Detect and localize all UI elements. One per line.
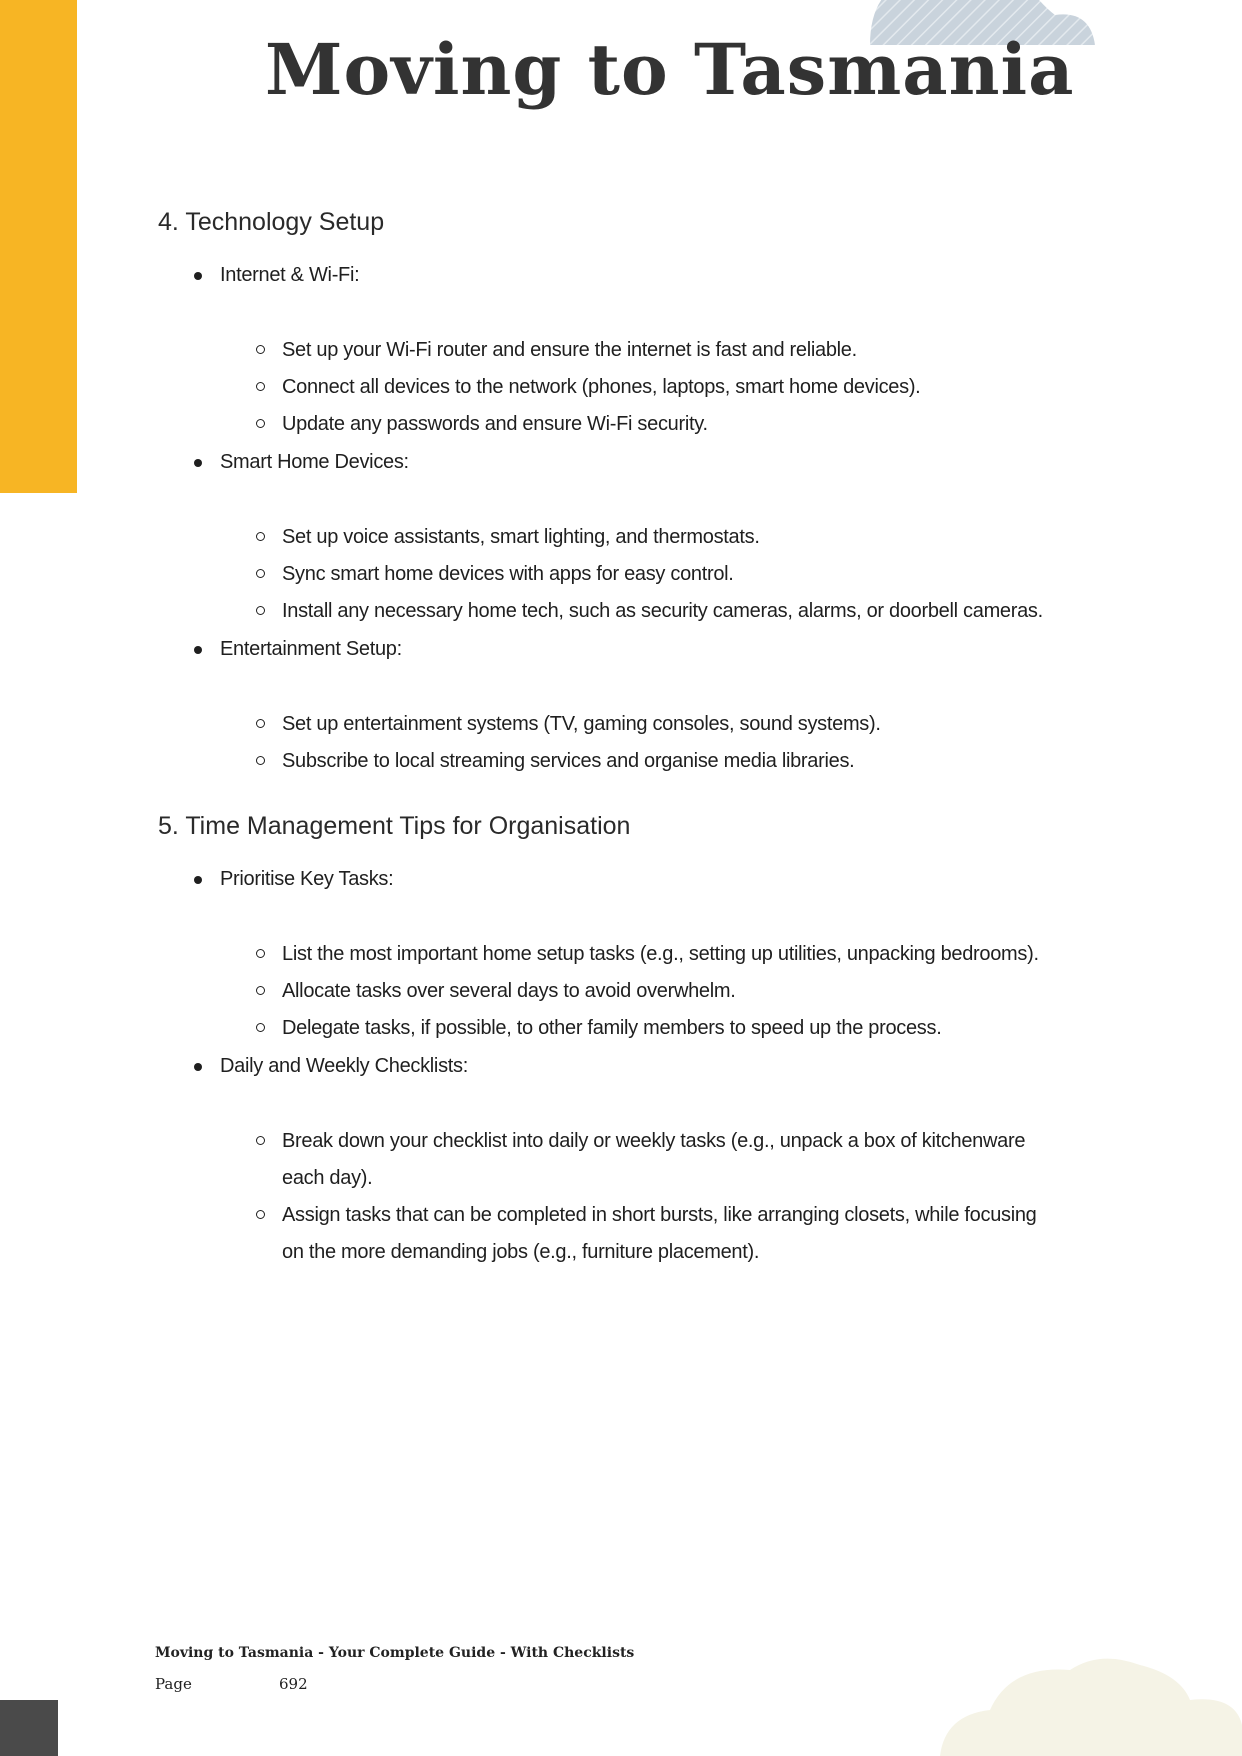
page-label: Page (155, 1675, 192, 1693)
circle-bullet-icon (256, 1210, 265, 1219)
sub-list (220, 332, 1058, 443)
item-text: Connect all devices to the network (phones, laptops, smart home devices). (282, 376, 921, 398)
list-item (220, 1010, 1058, 1047)
circle-bullet-icon (256, 756, 265, 765)
circle-bullet-icon (256, 719, 265, 728)
circle-bullet-icon (256, 1023, 265, 1032)
list-item (220, 1197, 1058, 1271)
circle-bullet-icon (256, 986, 265, 995)
item-text: Update any passwords and ensure Wi-Fi security. (282, 413, 708, 435)
bullet-icon (194, 646, 202, 654)
item-text: Install any necessary home tech, such as security cameras, alarms, or doorbell cameras. (282, 600, 1043, 622)
circle-bullet-icon (256, 606, 265, 615)
item-text: Delegate tasks, if possible, to other family members to speed up the process. (282, 1017, 942, 1039)
bullet-list (158, 256, 1058, 780)
item-text: Subscribe to local streaming services and organise media libraries. (282, 750, 855, 772)
item-text: Set up entertainment systems (TV, gaming consoles, sound systems). (282, 713, 881, 735)
circle-bullet-icon (256, 419, 265, 428)
bullet-label: Smart Home Devices: (220, 451, 409, 473)
sub-list (220, 1123, 1058, 1271)
list-item (220, 406, 1058, 443)
item-text: Allocate tasks over several days to avoid overwhelm. (282, 980, 736, 1002)
circle-bullet-icon (256, 382, 265, 391)
item-text: Set up your Wi-Fi router and ensure the internet is fast and reliable. (282, 339, 857, 361)
list-item (220, 743, 1058, 780)
list-item (220, 706, 1058, 743)
list-item (220, 973, 1058, 1010)
bullet-icon (194, 459, 202, 467)
accent-side-bar (0, 0, 77, 493)
list-item (220, 369, 1058, 406)
bullet-icon (194, 876, 202, 884)
list-item (158, 860, 1058, 1047)
bullet-label: Internet & Wi-Fi: (220, 264, 360, 286)
sub-list (220, 519, 1058, 630)
section-heading: 4. Technology Setup (158, 208, 385, 236)
item-text: Sync smart home devices with apps for easy control. (282, 563, 734, 585)
list-item (158, 256, 1058, 443)
bullet-label: Prioritise Key Tasks: (220, 868, 394, 890)
page-number-value: 692 (279, 1675, 308, 1693)
circle-bullet-icon (256, 569, 265, 578)
footer-title: Moving to Tasmania - Your Complete Guide - With Checklists (155, 1645, 635, 1661)
bullet-label: Daily and Weekly Checklists: (220, 1055, 468, 1077)
list-item (158, 443, 1058, 630)
list-item (220, 556, 1058, 593)
sub-list (220, 706, 1058, 780)
list-item (158, 630, 1058, 780)
circle-bullet-icon (256, 1136, 265, 1145)
list-item (220, 936, 1058, 973)
list-item (220, 519, 1058, 556)
list-item (158, 1047, 1058, 1271)
bullet-list (158, 860, 1058, 1271)
list-item (220, 1123, 1058, 1197)
footer-accent-block (0, 1700, 58, 1756)
bullet-icon (194, 1063, 202, 1071)
circle-bullet-icon (256, 949, 265, 958)
item-text: Assign tasks that can be completed in short bursts, like arranging closets, while focusing on the more demanding jobs (e.g., furniture placement). (282, 1204, 1037, 1263)
list-item (220, 332, 1058, 369)
page-title: Moving to Tasmania (265, 28, 1075, 111)
circle-bullet-icon (256, 345, 265, 354)
bullet-label: Entertainment Setup: (220, 638, 402, 660)
section-heading: 5. Time Management Tips for Organisation (158, 812, 631, 840)
list-item (220, 593, 1058, 630)
sub-list (220, 936, 1058, 1047)
item-text: Break down your checklist into daily or weekly tasks (e.g., unpack a box of kitchenware each day). (282, 1130, 1026, 1189)
bullet-icon (194, 272, 202, 280)
circle-bullet-icon (256, 532, 265, 541)
content (158, 200, 1058, 1271)
cloud-decoration-icon (940, 1655, 1242, 1756)
item-text: List the most important home setup tasks (e.g., setting up utilities, unpacking bedrooms). (282, 943, 1039, 965)
item-text: Set up voice assistants, smart lighting, and thermostats. (282, 526, 760, 548)
page-number (155, 1675, 308, 1693)
